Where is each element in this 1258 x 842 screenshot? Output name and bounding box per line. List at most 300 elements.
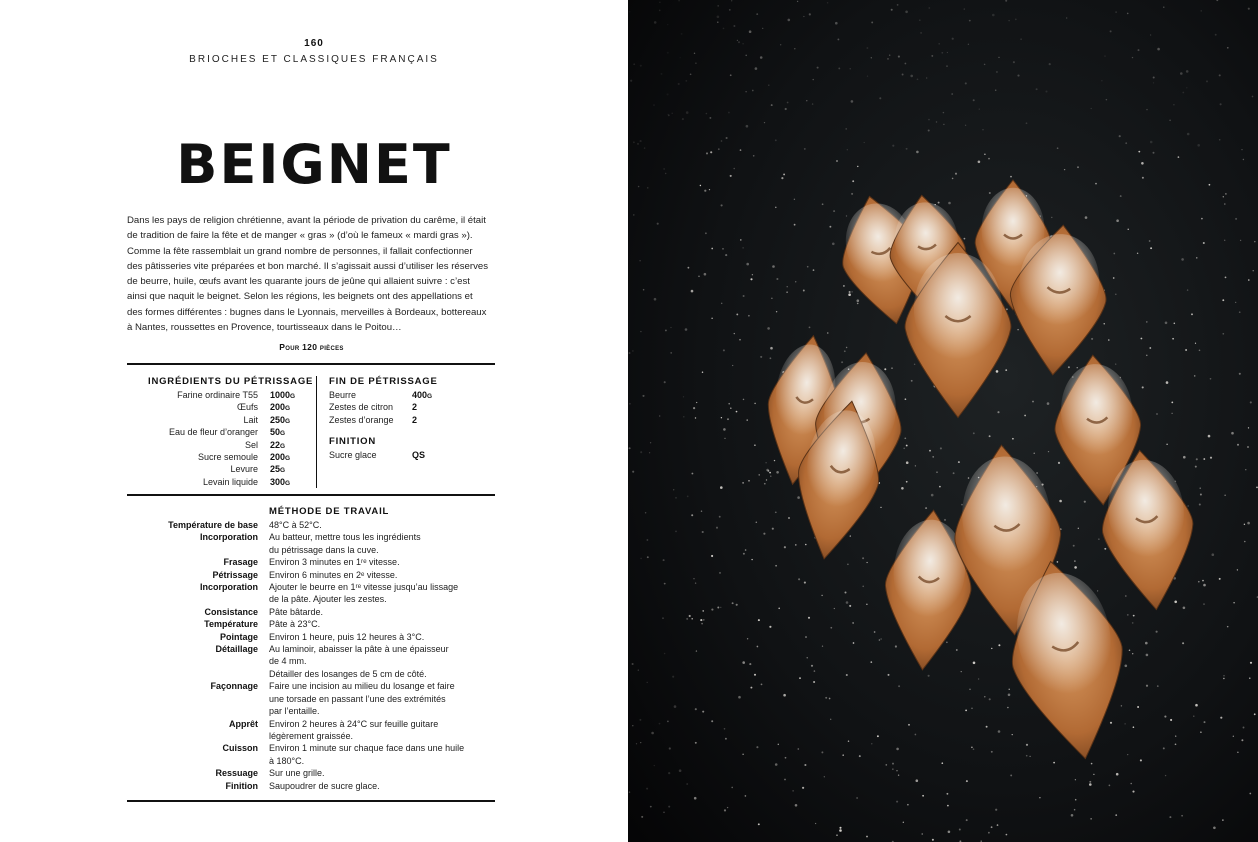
rule-middle [127,494,495,496]
sugar-sparkle [724,438,725,439]
sugar-sparkle [1219,578,1221,580]
sugar-sparkle [814,670,816,672]
sugar-sparkle [772,528,774,530]
ingredient-unit: G [290,393,296,400]
sugar-sparkle [1045,90,1047,92]
sugar-sparkle [809,13,811,15]
sugar-sparkle [1222,333,1224,335]
sugar-sparkle [1053,762,1055,764]
sugar-sparkle [734,333,735,334]
sugar-sparkle [968,477,970,479]
sugar-sparkle [879,97,881,99]
sugar-sparkle [1015,19,1017,21]
method-heading: MÉTHODE DE TRAVAIL [269,506,390,517]
sugar-sparkle [973,748,975,750]
sugar-sparkle [1068,366,1070,368]
method-step [127,680,495,717]
sugar-sparkle [1187,289,1188,290]
sugar-sparkle [720,607,721,608]
sugar-sparkle [1243,159,1244,160]
sugar-sparkle [775,565,777,567]
sugar-sparkle [1156,631,1158,633]
sugar-sparkle [871,21,873,23]
sugar-sparkle [716,527,718,529]
sugar-sparkle [1227,47,1229,49]
sugar-sparkle [1183,456,1186,459]
sugar-sparkle [794,48,795,49]
sugar-sparkle [1235,218,1237,220]
method-step-text: Faire une incision au milieu du losange et faire une torsade en passant l’une des extrémités par l’entaille. [269,681,455,717]
sugar-sparkle [783,694,786,697]
sugar-sparkle [1106,99,1108,101]
sugar-sparkle [629,11,631,13]
sugar-sparkle [640,558,642,560]
ingredient-row [329,414,489,426]
sugar-sparkle [915,734,917,736]
beignet-photo-image [628,0,1258,842]
left-page [0,0,628,842]
sugar-sparkle [665,329,667,331]
sugar-sparkle [941,52,943,54]
sugar-sparkle [743,553,745,555]
sugar-sparkle [914,364,915,365]
sugar-sparkle [1017,329,1019,331]
sugar-sparkle [659,723,661,725]
sugar-sparkle [871,743,872,744]
sugar-sparkle [1146,355,1147,356]
ingredient-qty-value: 2 [412,414,418,425]
sugar-sparkle [979,108,980,109]
sugar-sparkle [925,507,927,509]
sugar-sparkle [704,273,707,276]
sugar-sparkle [984,696,985,697]
sugar-sparkle [1115,11,1117,13]
sugar-sparkle [852,180,854,182]
sugar-sparkle [650,806,652,808]
sugar-sparkle [984,64,986,66]
sugar-sparkle [667,93,669,95]
sugar-sparkle [740,149,742,151]
sugar-sparkle [847,563,849,565]
sugar-sparkle [1108,339,1110,341]
sugar-sparkle [1036,88,1038,90]
sugar-sparkle [842,754,844,756]
sugar-sparkle [978,161,981,164]
ingredient-row [127,451,307,463]
sugar-sparkle [1187,505,1188,506]
sugar-sparkle [723,28,725,30]
sugar-sparkle [953,472,955,474]
sugar-sparkle [753,155,755,157]
ingredient-row [127,463,307,475]
sugar-sparkle [965,710,967,712]
ingredient-name: Œufs [236,402,258,413]
sugar-sparkle [1125,665,1128,668]
sugar-sparkle [851,291,852,292]
sugar-sparkle [834,608,835,609]
sugar-sparkle [638,669,639,670]
sugar-sparkle [1206,80,1208,82]
sugar-sparkle [1149,240,1151,242]
sugar-sparkle [1119,135,1121,137]
sugar-sparkle [718,148,720,150]
sugar-sparkle [706,152,708,154]
sugar-sparkle [767,327,770,330]
sugar-sparkle [847,149,848,150]
sugar-sparkle [1224,240,1225,241]
sugar-sparkle [807,657,808,658]
sugar-sparkle [896,770,897,771]
sugar-sparkle [1222,299,1224,301]
sugar-sparkle [711,720,713,722]
sugar-sparkle [1219,74,1221,76]
sugar-sparkle [843,285,845,287]
sugar-sparkle [1182,642,1184,644]
sugar-sparkle [742,247,743,248]
sugar-sparkle [1074,566,1077,569]
recipe-title: BEIGNET [176,133,452,196]
sugar-sparkle [835,22,838,25]
sugar-sparkle [1057,561,1059,563]
sugar-sparkle [765,462,766,463]
sugar-sparkle [1140,338,1142,340]
sugar-sparkle [659,2,660,3]
sugar-sparkle [693,578,694,579]
sugar-sparkle [1220,717,1222,719]
sugar-sparkle [1222,819,1223,820]
sugar-sparkle [857,299,860,302]
sugar-sparkle [1199,349,1201,351]
sugar-sparkle [1239,373,1241,375]
sugar-sparkle [829,226,831,228]
sugar-sparkle [775,139,777,141]
sugar-sparkle [664,583,666,585]
sugar-sparkle [996,370,999,373]
sugar-sparkle [1163,747,1165,749]
sugar-sparkle [1101,80,1102,81]
sugar-sparkle [813,681,815,683]
sugar-sparkle [668,772,670,774]
sugar-sparkle [636,743,637,744]
sugar-sparkle [946,65,948,67]
sugar-sparkle [1047,402,1050,405]
sugar-sparkle [746,263,749,266]
sugar-sparkle [780,44,781,45]
sugar-sparkle [1186,87,1187,88]
ingredient-qty-value: 50 [270,427,281,438]
sugar-sparkle [672,676,674,678]
sugar-sparkle [723,349,725,351]
sugar-sparkle [663,811,665,813]
ingredient-unit: G [280,467,286,475]
sugar-sparkle [943,124,944,125]
sugar-sparkle [647,187,648,188]
sugar-sparkle [681,33,683,35]
sugar-sparkle [891,9,893,11]
sugar-sparkle [733,25,735,27]
sugar-sparkle [1034,453,1035,454]
sugar-sparkle [805,544,807,546]
sugar-sparkle [928,129,930,131]
ingredient-qty-value: 300 [270,476,286,487]
sugar-sparkle [736,313,738,315]
sugar-sparkle [836,834,838,836]
sugar-sparkle [901,487,904,490]
sugar-sparkle [1196,257,1197,258]
sugar-sparkle [804,764,806,766]
sugar-sparkle [1201,10,1202,11]
sugar-sparkle [833,210,835,212]
method-step [127,519,495,531]
sugar-sparkle [1244,541,1246,543]
sugar-sparkle [1104,323,1105,324]
sugar-sparkle [730,175,732,177]
sugar-sparkle [758,619,760,621]
sugar-sparkle [841,361,843,363]
ingredient-name: Levain liquide [202,476,258,487]
sugar-sparkle [797,496,800,499]
sugar-sparkle [1098,538,1099,539]
method-step [127,718,495,743]
sugar-sparkle [1137,253,1138,254]
sugar-sparkle [1248,427,1249,428]
sugar-sparkle [798,578,800,580]
sugar-sparkle [870,661,872,663]
sugar-sparkle [739,339,741,341]
sugar-sparkle [896,748,899,751]
sugar-sparkle [1048,451,1049,452]
sugar-sparkle [852,622,853,623]
sugar-sparkle [871,57,872,58]
sugar-sparkle [1146,685,1148,687]
ingredient-qty-value: 200 [270,402,286,413]
sugar-sparkle [1091,763,1093,765]
sugar-sparkle [694,797,697,800]
sugar-sparkle [952,38,954,40]
sugar-sparkle [1174,601,1177,604]
method-step-label: Température de base [168,520,258,530]
sugar-sparkle [742,754,743,755]
sugar-sparkle [738,41,740,43]
sugar-sparkle [1166,381,1169,384]
sugar-sparkle [795,281,796,282]
sugar-sparkle [959,829,961,831]
sugar-sparkle [659,415,660,416]
sugar-sparkle [1225,495,1226,496]
sugar-sparkle [1074,560,1075,561]
sugar-sparkle [795,804,798,807]
sugar-sparkle [1157,48,1160,51]
sugar-sparkle [850,68,851,69]
sugar-sparkle [996,71,998,73]
sugar-sparkle [1172,338,1174,340]
method-step-label: Ressuage [215,768,258,779]
sugar-sparkle [629,403,631,405]
method-step [127,643,495,680]
sugar-sparkle [1138,49,1140,51]
sugar-sparkle [788,517,790,519]
sugar-sparkle [989,698,991,700]
method-step-text: Environ 1 heure, puis 12 heures à 3°C. [269,631,425,642]
method-step-text: Environ 1 minute sur chaque face dans une huile à 180°C. [269,743,465,766]
sugar-sparkle [1195,343,1196,344]
sugar-sparkle [1237,752,1238,753]
sugar-sparkle [1077,367,1078,368]
sugar-sparkle [1138,151,1140,153]
sugar-sparkle [797,1,798,2]
sugar-sparkle [1091,338,1093,340]
sugar-sparkle [1193,716,1194,717]
sugar-sparkle [650,442,651,443]
sugar-sparkle [1075,799,1077,801]
sugar-sparkle [685,80,687,82]
sugar-sparkle [662,617,664,619]
sugar-sparkle [743,295,745,297]
sugar-sparkle [1153,82,1154,83]
sugar-sparkle [920,32,922,34]
sugar-sparkle [1245,469,1246,470]
method-step [127,531,495,556]
sugar-sparkle [1169,120,1171,122]
sugar-sparkle [1249,793,1251,795]
sugar-sparkle [903,447,905,449]
sugar-sparkle [904,437,906,439]
ingredient-name: Lait [243,414,258,425]
ingredient-name: Zestes de citron [329,402,394,413]
method-list [127,519,495,792]
sugar-sparkle [1078,528,1079,529]
sugar-sparkle [725,738,727,740]
sugar-sparkle [760,356,762,358]
sugar-sparkle [776,311,777,312]
sugar-sparkle [896,801,898,803]
sugar-sparkle [649,452,650,453]
sugar-sparkle [1247,446,1249,448]
sugar-sparkle [812,103,813,104]
recipe-yield: Pour 120 pièces [279,342,344,352]
running-header: BRIOCHES ET CLASSIQUES FRANÇAIS [189,54,439,65]
sugar-sparkle [694,53,695,54]
sugar-sparkle [728,112,730,114]
sugar-sparkle [1121,705,1122,706]
sugar-sparkle [1181,258,1184,261]
sugar-sparkle [1209,184,1211,186]
sugar-sparkle [838,67,840,69]
sugar-sparkle [1115,363,1116,364]
sugar-sparkle [1164,716,1166,718]
sugar-sparkle [948,202,951,205]
sugar-sparkle [992,14,995,17]
sugar-sparkle [1007,707,1009,709]
sugar-sparkle [955,173,957,175]
sugar-sparkle [691,290,694,293]
ingredient-qty-value: QS [412,450,426,460]
beignet-sugar-coating [914,253,1002,365]
sugar-sparkle [1024,415,1026,417]
sugar-sparkle [764,122,765,123]
sugar-sparkle [877,735,879,737]
sugar-sparkle [936,121,937,122]
sugar-sparkle [1156,413,1158,415]
sugar-sparkle [651,732,654,735]
sugar-sparkle [640,742,641,743]
sugar-sparkle [851,193,853,195]
sugar-sparkle [668,806,670,808]
sugar-sparkle [1201,218,1203,220]
sugar-sparkle [784,779,786,781]
sugar-sparkle [806,100,807,101]
sugar-sparkle [756,13,758,15]
sugar-sparkle [1199,503,1201,505]
ingredient-row [127,401,307,413]
sugar-sparkle [971,746,973,748]
sugar-sparkle [971,707,973,709]
sugar-sparkle [685,328,688,331]
sugar-sparkle [797,748,799,750]
sugar-sparkle [969,20,971,22]
sugar-sparkle [711,555,713,557]
sugar-sparkle [897,4,899,6]
sugar-sparkle [807,266,809,268]
sugar-sparkle [968,44,969,45]
ingredient-name: Sucre glace [329,450,377,460]
sugar-sparkle [645,512,646,513]
sugar-sparkle [686,783,688,785]
method-step-label: Cuisson [222,743,258,754]
sugar-sparkle [639,719,641,721]
sugar-sparkle [966,819,968,821]
sugar-sparkle [1165,322,1168,325]
sugar-sparkle [1145,642,1148,645]
finition-heading: FINITION [329,436,377,447]
sugar-sparkle [745,91,746,92]
sugar-sparkle [928,7,930,9]
sugar-sparkle [978,678,979,679]
sugar-sparkle [761,684,763,686]
sugar-sparkle [785,108,787,110]
sugar-sparkle [867,75,868,76]
sugar-sparkle [915,465,916,466]
sugar-sparkle [1196,458,1198,460]
sugar-sparkle [720,486,723,489]
sugar-sparkle [711,248,713,250]
sugar-sparkle [724,728,726,730]
sugar-sparkle [742,482,744,484]
sugar-sparkle [746,419,747,420]
sugar-sparkle [805,636,807,638]
ingredient-row [329,389,489,401]
sugar-sparkle [629,447,631,449]
sugar-sparkle [857,166,858,167]
sugar-sparkle [702,711,704,713]
sugar-sparkle [719,516,721,518]
sugar-sparkle [1223,678,1224,679]
sugar-sparkle [669,747,671,749]
sugar-sparkle [794,224,796,226]
sugar-sparkle [1187,133,1190,136]
sugar-sparkle [932,839,934,841]
sugar-sparkle [1220,103,1222,105]
sugar-sparkle [776,278,778,280]
method-step [127,631,495,643]
sugar-sparkle [1203,603,1204,604]
sugar-sparkle [1009,689,1010,690]
sugar-sparkle [946,793,948,795]
sugar-sparkle [703,619,704,620]
sugar-sparkle [1125,595,1127,597]
sugar-sparkle [1113,277,1115,279]
method-step-label: Consistance [204,606,258,617]
